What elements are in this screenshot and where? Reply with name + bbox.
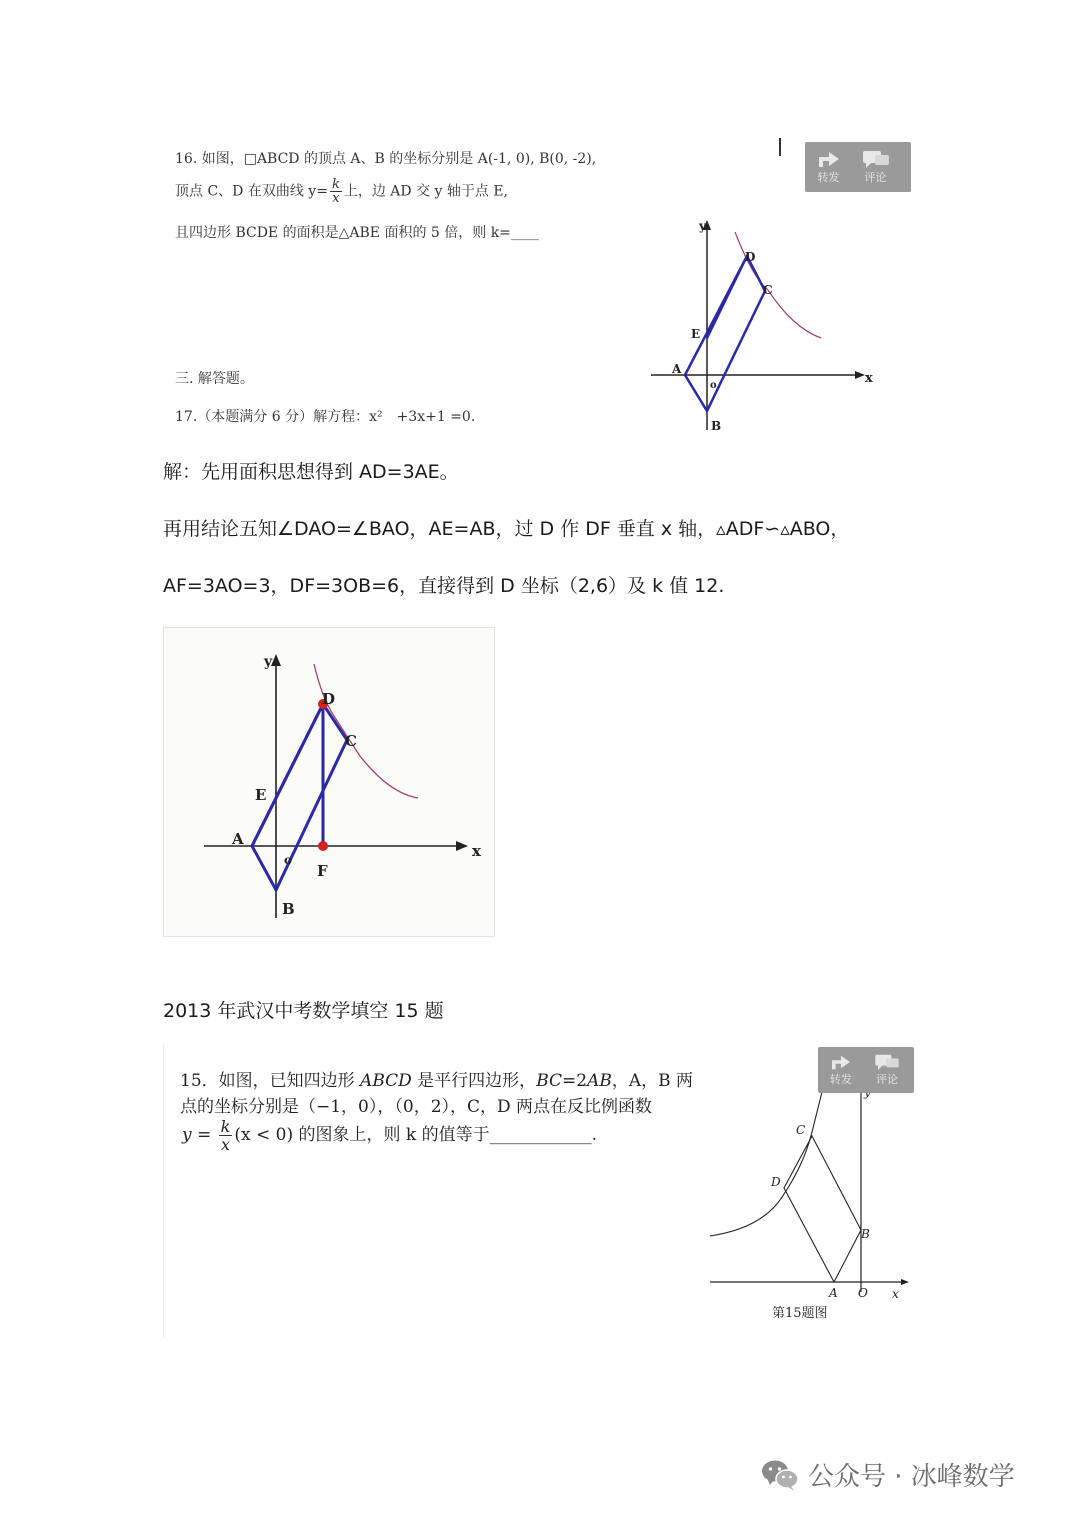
- p15-abcd: ABCD: [360, 1071, 412, 1091]
- label-a: A: [672, 362, 682, 376]
- label-c: C: [796, 1123, 806, 1137]
- solution-line3: AF=3AO=3，DF=3OB=6，直接得到 D 坐标（2,6）及 k 值 12.: [163, 575, 725, 597]
- segment-ed: [707, 256, 747, 338]
- point-f-dot: [318, 841, 328, 851]
- hyperbola-curve: [735, 232, 821, 338]
- label-b: B: [711, 419, 722, 433]
- solution-figure-frame: [163, 627, 495, 937]
- label-o: O: [858, 1286, 868, 1300]
- comment-label: 评论: [864, 171, 887, 184]
- x-axis-arrow: [456, 841, 468, 851]
- label-a: A: [829, 1286, 838, 1300]
- problem16-line1: 16. 如图，□ABCD 的顶点 A、B 的坐标分别是 A(-1, 0), B(0, -2),: [175, 151, 597, 167]
- label-x: x: [892, 1287, 899, 1301]
- scan-artifact-mark: [779, 138, 781, 156]
- p15-line1-mid: 是平行四边形，: [411, 1071, 537, 1091]
- p15-eq2: =: [191, 1125, 217, 1145]
- p15-line1-pre: 15．如图，已知四边形: [180, 1071, 361, 1091]
- comment-button[interactable]: [852, 142, 899, 192]
- watermark: [760, 1456, 1015, 1493]
- watermark-text: 公众号 · 冰峰数学: [808, 1462, 1015, 1492]
- x-axis-arrow: [855, 371, 865, 379]
- label-o: o: [710, 380, 717, 391]
- problem17-text: 17.（本题满分 6 分）解方程：x² +3x+1 =0.: [175, 409, 476, 425]
- problem15-scan: [163, 1044, 916, 1338]
- fraction-denominator: x: [332, 191, 340, 206]
- problem16-line2b: 上，边 AD 交 y 轴于点 E,: [343, 183, 508, 200]
- problem15-fraction: [219, 1118, 233, 1153]
- fraction-denominator: x: [221, 1135, 231, 1154]
- label-c: C: [763, 283, 773, 297]
- x-axis-arrow: [901, 1279, 909, 1285]
- share-button[interactable]: [818, 1047, 864, 1093]
- problem16-line2: [175, 178, 508, 205]
- problem16-line2a: 顶点 C、D 在双曲线 y=: [175, 183, 328, 200]
- comment-button[interactable]: [864, 1047, 910, 1093]
- label-c: C: [345, 732, 357, 750]
- p15-y: y: [182, 1125, 192, 1145]
- toolbox-1: [805, 142, 911, 192]
- hyperbola-curve: [710, 1092, 822, 1236]
- share-icon: [829, 1053, 853, 1071]
- label-d: D: [771, 1175, 781, 1189]
- problem16-figure: [643, 218, 883, 434]
- problem16-fraction: [330, 178, 342, 205]
- solution-line1: 解：先用面积思想得到 AD=3AE。: [163, 461, 459, 483]
- label-b: B: [861, 1227, 870, 1241]
- label-x: x: [472, 842, 481, 860]
- p15-cond: (x < 0): [234, 1125, 294, 1145]
- share-label: 转发: [830, 1073, 852, 1086]
- label-o: o: [284, 853, 293, 867]
- comment-label: 评论: [876, 1073, 898, 1086]
- label-b: B: [282, 900, 295, 918]
- section-title-answer: 三. 解答题。: [175, 371, 254, 387]
- solution-line2: 再用结论五知∠DAO=∠BAO，AE=AB，过 D 作 DF 垂直 x 轴，▵ADF∽▵ABO，: [163, 518, 850, 540]
- label-x: x: [865, 371, 873, 386]
- fraction-numerator: k: [331, 177, 340, 192]
- segment-ed: [252, 704, 323, 846]
- label-d: D: [745, 250, 756, 264]
- solution-figure: [164, 628, 494, 936]
- share-label: 转发: [817, 171, 840, 184]
- y-axis-arrow: [271, 654, 281, 666]
- p15-eq: =2: [562, 1071, 588, 1091]
- p15-ab: AB: [587, 1071, 612, 1091]
- figure-caption: 第15题图: [772, 1306, 828, 1321]
- p15-line3-post: 的图象上，则 k 的值等于____________.: [293, 1125, 598, 1145]
- label-d: D: [322, 690, 336, 708]
- label-a: A: [232, 830, 244, 848]
- problem16-line3: 且四边形 BCDE 的面积是△ABE 面积的 5 倍，则 k=____: [175, 225, 539, 241]
- section-heading: 2013 年武汉中考数学填空 15 题: [163, 1000, 444, 1022]
- share-icon: [816, 149, 842, 169]
- problem15-line2: 点的坐标分别是（−1，0），（0，2），C，D 两点在反比例函数: [180, 1097, 653, 1117]
- share-button[interactable]: [805, 142, 852, 192]
- label-e: E: [691, 327, 701, 341]
- p15-line1-post: ，A，B 两: [611, 1071, 694, 1091]
- label-y: y: [699, 219, 706, 233]
- toolbox-2: [818, 1047, 914, 1093]
- comment-icon: [873, 1053, 901, 1071]
- problem15-line1: [180, 1066, 693, 1091]
- label-e: E: [255, 786, 267, 804]
- label-y: y: [264, 654, 273, 670]
- problem15-figure: [704, 1084, 916, 1338]
- problem16-scan: [163, 138, 915, 434]
- label-f: F: [317, 862, 328, 880]
- comment-icon: [861, 149, 891, 169]
- fraction-numerator: k: [220, 1117, 231, 1136]
- wechat-icon: [760, 1458, 800, 1492]
- p15-bc: BC: [536, 1071, 563, 1091]
- problem15-line3: [182, 1118, 597, 1153]
- parallelogram-abcd: [784, 1136, 861, 1282]
